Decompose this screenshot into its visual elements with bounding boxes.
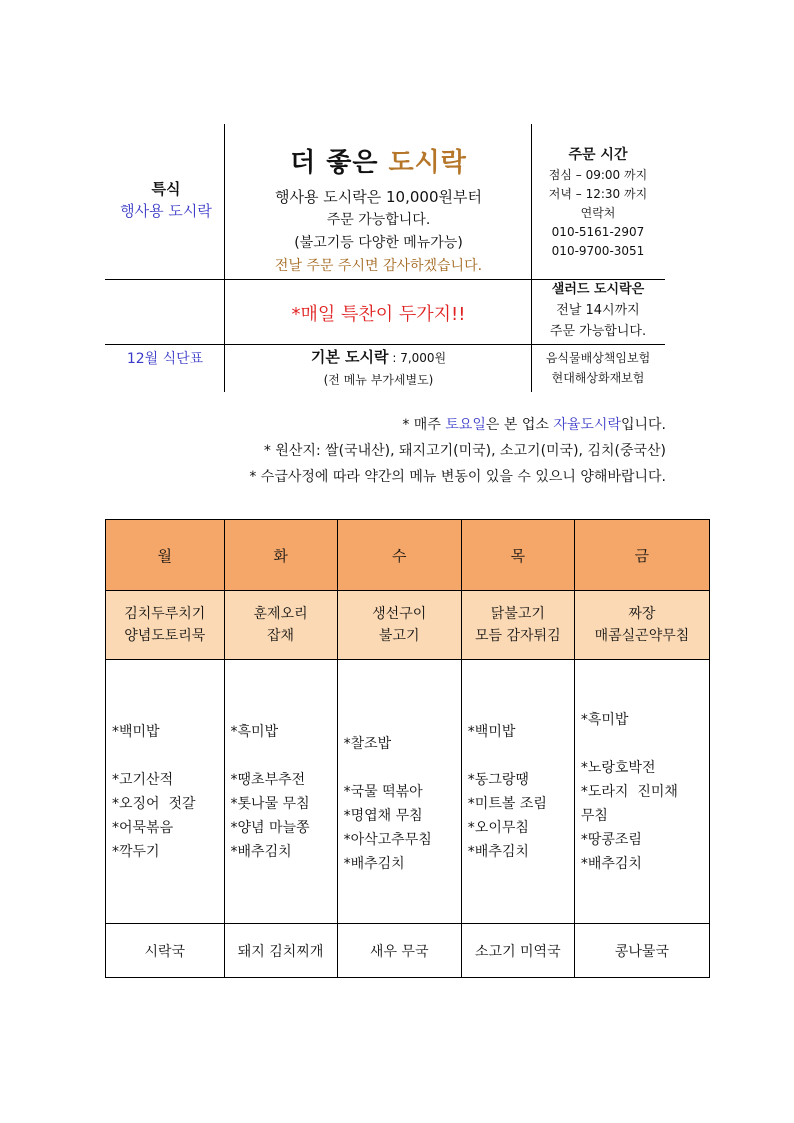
soup-fri: 콩나물국 — [574, 924, 709, 978]
salad-info-line1: 샐러드 도시락은 — [551, 282, 645, 297]
side-item: *오이무침 — [467, 820, 529, 836]
main-fri — [574, 591, 709, 660]
event-info-line2: 주문 가능합니다. — [326, 212, 431, 228]
event-info-line4: 전날 주문 주시면 감사하겠습니다. — [274, 258, 483, 274]
side-dish-row — [106, 660, 710, 924]
side-item: *배추김치 — [343, 856, 405, 872]
note-saturday — [249, 412, 666, 438]
sides-wed — [337, 660, 461, 924]
side-item: *흑미밥 — [230, 724, 279, 740]
event-lunchbox-label: 행사용 도시락 — [120, 202, 212, 220]
note-change: * 수급사정에 따라 약간의 메뉴 변동이 있을 수 있으니 양해바랍니다. — [249, 469, 666, 485]
special-label — [106, 178, 226, 222]
side-item: *오징어 젓갈 — [112, 796, 196, 812]
event-info-line3: (불고기등 다양한 메뉴가능) — [294, 235, 463, 251]
main-item: 짜장 — [628, 606, 656, 622]
side-item: *배추김치 — [580, 856, 642, 872]
header-rule-2 — [105, 344, 665, 345]
side-item: *노랑호박전 — [580, 760, 656, 776]
side-item: *흑미밥 — [580, 712, 629, 728]
sides-tue — [224, 660, 337, 924]
note-origin: * 원산지: 쌀(국내산), 돼지고기(미국), 소고기(미국), 김치(중국산) — [263, 443, 666, 459]
insurance-line2: 현대해상화재보험 — [551, 371, 645, 385]
soup-mon: 시락국 — [106, 924, 225, 978]
day-fri: 금 — [574, 520, 709, 591]
side-item: *백미밥 — [467, 724, 516, 740]
side-item: *고기산적 — [112, 772, 174, 788]
soup-wed: 새우 무국 — [337, 924, 461, 978]
side-item — [112, 744, 218, 768]
main-item: 김치두루치기 — [124, 606, 206, 622]
main-thu — [461, 591, 574, 660]
basic-label: 기본 도시락 — [310, 348, 389, 366]
main-item: 모듬 감자튀김 — [475, 628, 561, 644]
weekly-menu-table — [105, 519, 710, 978]
event-info-line1: 행사용 도시락은 10,000원부터 — [275, 188, 482, 206]
side-item: *명엽채 무침 — [343, 808, 423, 824]
salad-info — [531, 279, 665, 342]
sides-fri — [574, 660, 709, 924]
side-item: *찰조밥 — [343, 736, 392, 752]
side-item: *국물 떡볶아 — [343, 784, 423, 800]
page-title — [226, 142, 531, 179]
day-tue: 화 — [224, 520, 337, 591]
main-item: 불고기 — [378, 628, 420, 644]
side-item: *땡초부추전 — [230, 772, 306, 788]
side-item: *어묵볶음 — [112, 820, 174, 836]
basic-lunchbox — [226, 346, 531, 391]
side-item — [581, 732, 703, 756]
event-info — [226, 186, 531, 278]
soup-thu: 소고기 미역국 — [461, 924, 574, 978]
order-time — [531, 144, 665, 261]
main-item: 훈제오리 — [253, 606, 308, 622]
day-mon: 월 — [106, 520, 225, 591]
basic-price: : 7,000원 — [388, 351, 447, 365]
order-time-lunch: 점심 – 09:00 까지 — [548, 168, 648, 182]
side-item: *백미밥 — [112, 724, 160, 740]
main-wed — [337, 591, 461, 660]
day-header-row — [106, 520, 710, 591]
order-time-title: 주문 시간 — [568, 147, 628, 163]
menu-month-label: 12월 식단표 — [126, 351, 204, 367]
note-saturday-prefix: * 매주 — [402, 417, 446, 433]
side-item: *배추김치 — [467, 844, 529, 860]
title-part2: 도시락 — [388, 148, 467, 178]
main-item: 매콤실곤약무침 — [594, 628, 690, 644]
contact-label: 연락처 — [580, 206, 616, 220]
notes — [249, 412, 666, 490]
side-item: *톳나물 무침 — [230, 796, 310, 812]
salad-info-line3: 주문 가능합니다. — [549, 324, 647, 339]
soup-row — [106, 924, 710, 978]
header-divider-left — [224, 124, 225, 392]
main-mon — [106, 591, 225, 660]
note-saturday-suffix: 입니다. — [620, 417, 666, 433]
side-item — [231, 744, 331, 768]
side-item: *아삭고추무침 — [343, 832, 432, 848]
main-dish-row — [106, 591, 710, 660]
main-item: 양념도토리묵 — [124, 628, 206, 644]
side-item: *미트볼 조림 — [467, 796, 547, 812]
side-item — [344, 756, 455, 780]
note-saturday-day: 토요일 — [445, 417, 486, 433]
phone-2: 010-9700-3051 — [551, 244, 645, 258]
salad-info-line2: 전날 14시까지 — [556, 303, 640, 318]
main-item: 잡채 — [267, 628, 295, 644]
insurance-line1: 음식물배상책임보험 — [545, 351, 651, 365]
side-item: *양념 마늘쫑 — [230, 820, 310, 836]
side-item: *깍두기 — [112, 844, 160, 860]
side-item: *도라지 진미채 — [580, 784, 678, 800]
note-saturday-mid: 은 본 업소 — [485, 417, 554, 433]
day-wed: 수 — [337, 520, 461, 591]
note-saturday-free: 자율도시락 — [553, 417, 621, 433]
side-item: *땅콩조림 — [580, 832, 642, 848]
main-item: 생선구이 — [372, 606, 427, 622]
phone-1: 010-5161-2907 — [551, 225, 645, 239]
title-part1: 더 좋은 — [290, 148, 389, 178]
daily-special: *매일 특찬이 두가지!! — [291, 304, 466, 325]
main-item: 닭불고기 — [490, 606, 545, 622]
day-thu: 목 — [461, 520, 574, 591]
side-item — [468, 744, 568, 768]
special-title: 특식 — [151, 180, 181, 198]
basic-vat-note: (전 메뉴 부가세별도) — [323, 373, 434, 387]
main-tue — [224, 591, 337, 660]
side-item: *동그랑땡 — [467, 772, 529, 788]
sides-thu — [461, 660, 574, 924]
sides-mon — [106, 660, 225, 924]
side-item: *배추김치 — [230, 844, 292, 860]
side-item: 무침 — [580, 808, 608, 824]
insurance-info — [531, 348, 665, 388]
soup-tue: 돼지 김치찌개 — [224, 924, 337, 978]
order-time-dinner: 저녁 – 12:30 까지 — [548, 187, 648, 201]
